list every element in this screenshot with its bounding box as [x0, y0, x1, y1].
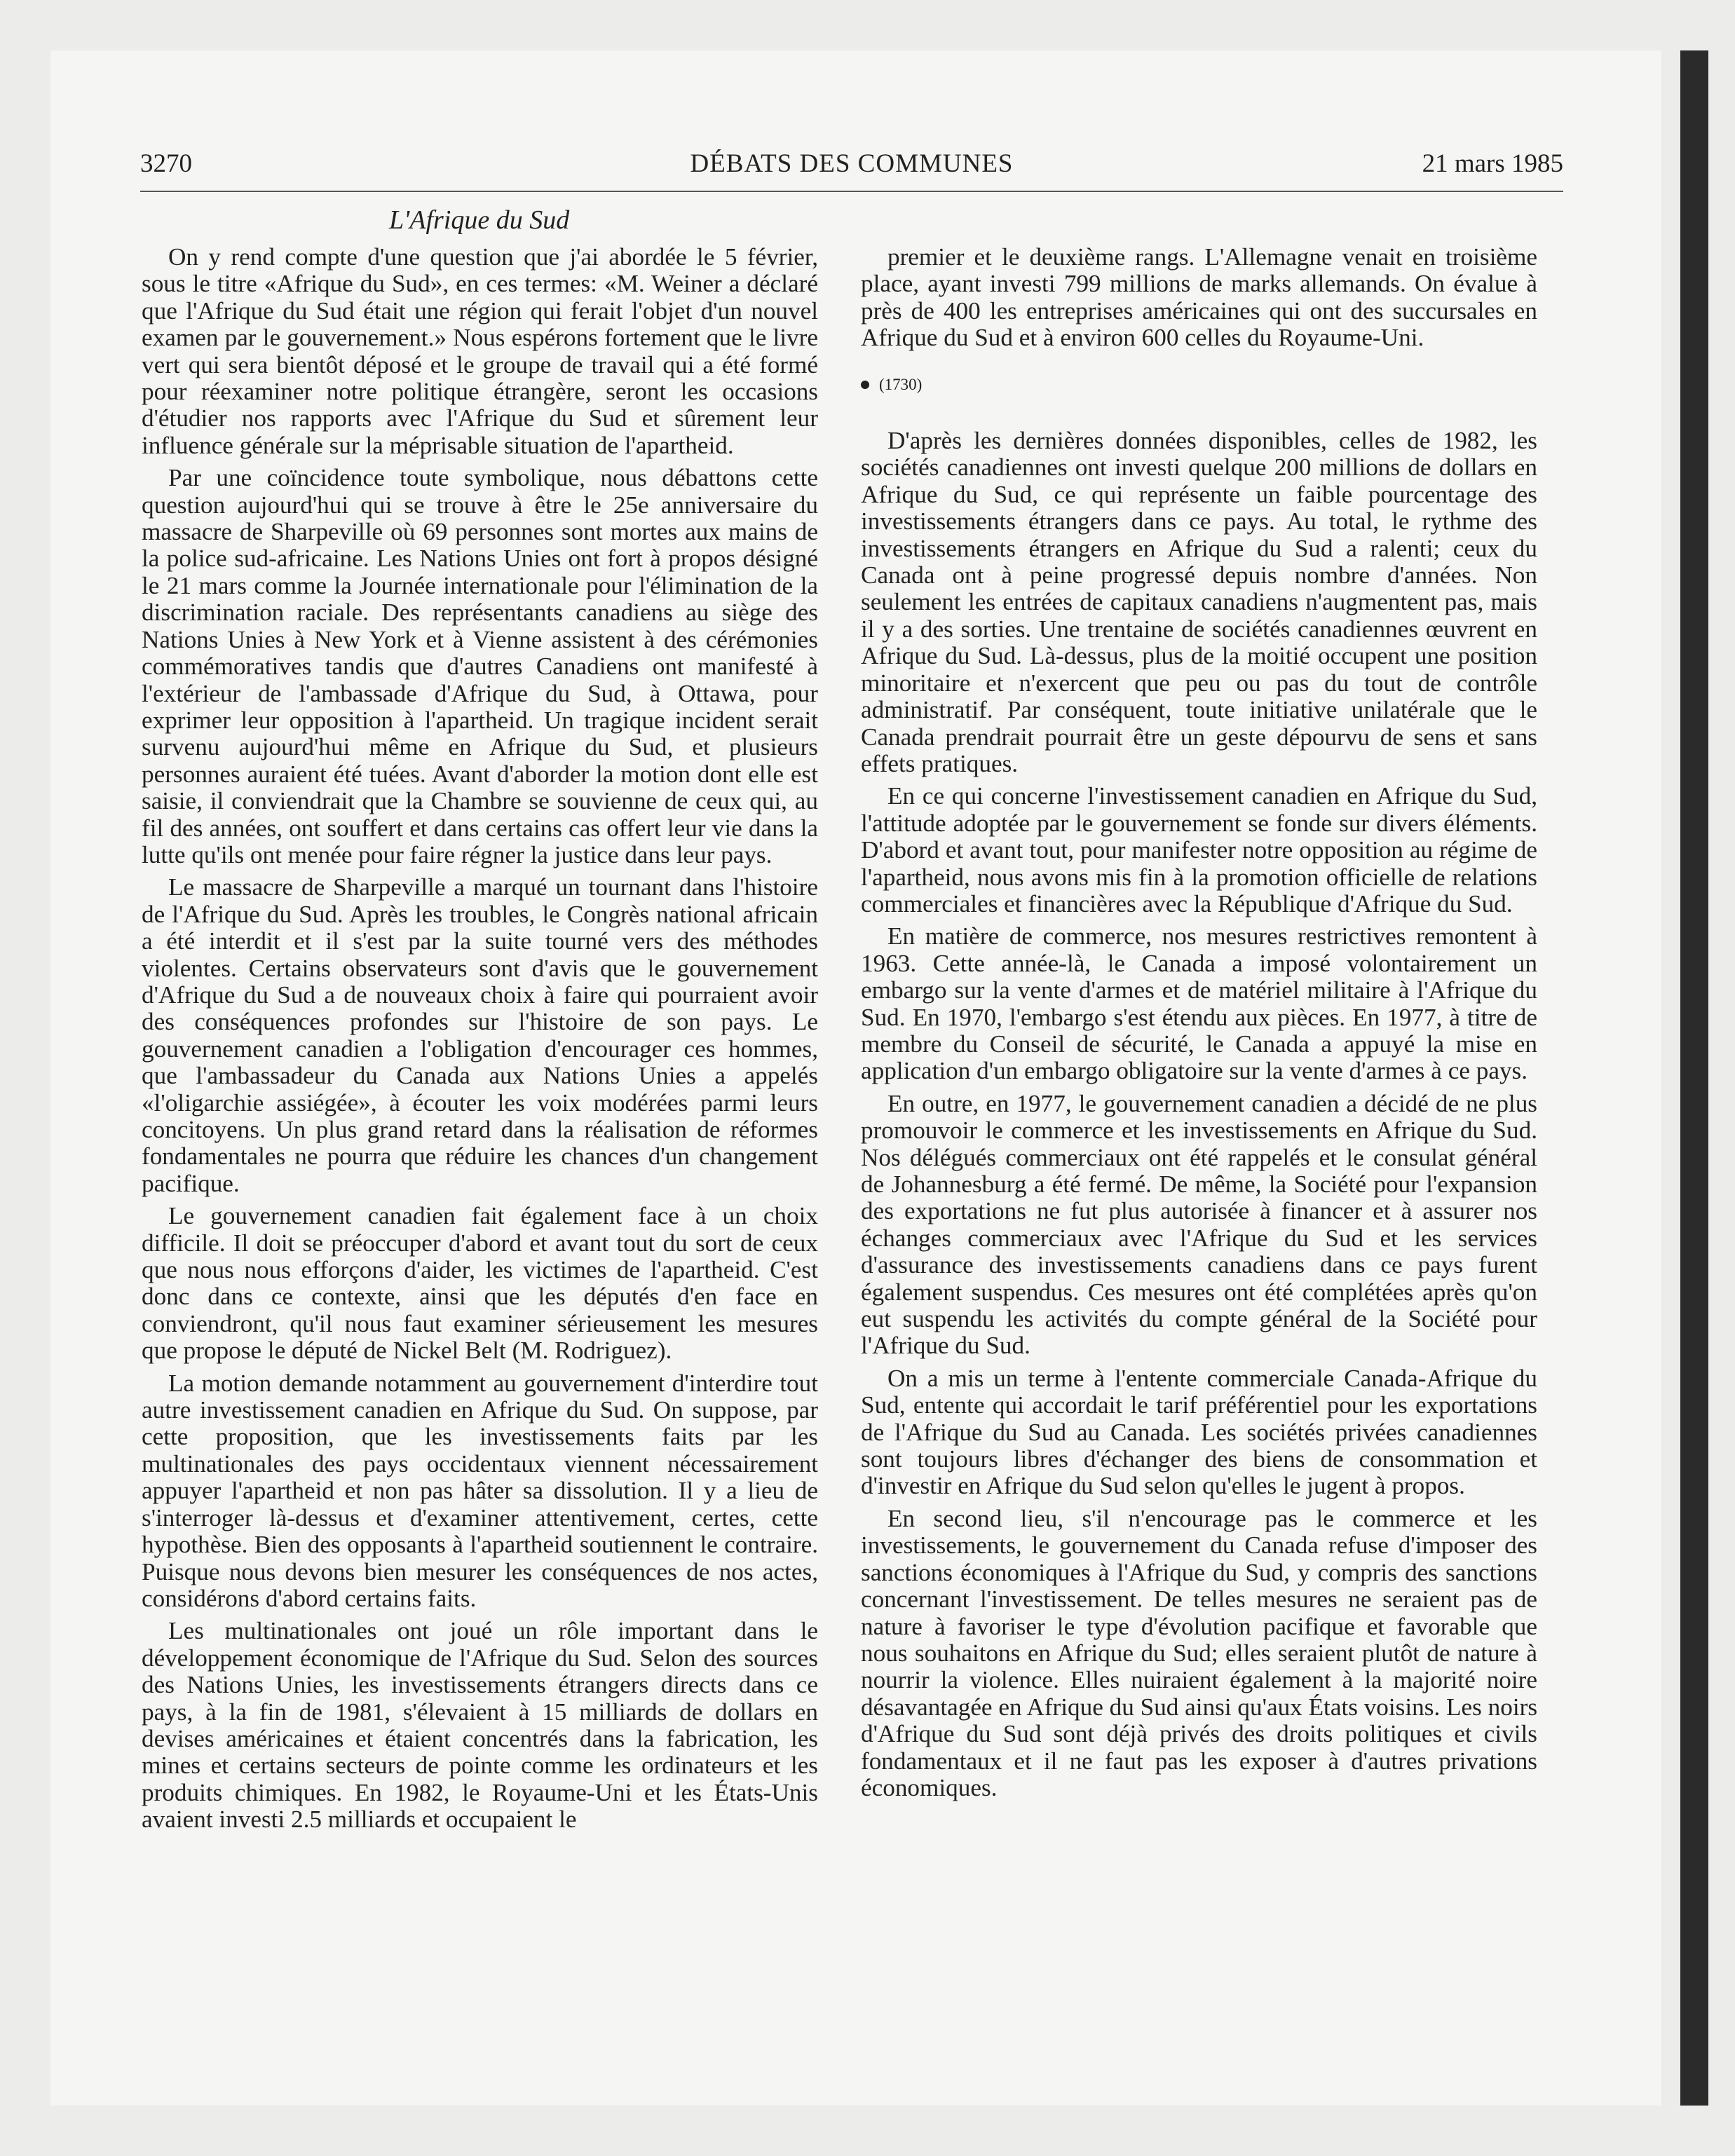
paragraph: D'après les dernières données disponibles, celles de 1982, les sociétés canadiennes ont investi quelque 200 millions de dollars en Afrique du Sud, ce qui représente un faible pourcentage des investissements étrangers dans ce pays. Au total, le rythme des investissements étrangers en Afrique du Sud a ralenti; ceux du Canada ont à peine progressé depuis nombre d'années. Non seulement les entrées de capitaux canadiens n'augmentent pas, mais il y a des sorties. Une trentaine de sociétés canadiennes œuvrent en Afrique du Sud. Là-dessus, plus de la moitié occupent une position minoritaire et n'exercent que peu ou pas du tout de contrôle administratif. Par conséquent, toute initiative unilatérale que le Canada prendrait pourrait être un geste dépourvu de sens et sans effets pratiques.	[861, 427, 1537, 777]
running-header	[140, 149, 1563, 192]
left-column	[142, 244, 818, 1839]
paragraph: Le gouvernement canadien fait également face à un choix difficile. Il doit se préoccuper d'abord et avant tout du sort de ceux que nous nous efforçons d'aider, les victimes de l'apartheid. C'est donc dans ce contexte, ainsi que les députés d'en face en conviendront, qu'il nous faut examiner sérieusement les mesures que propose le député de Nickel Belt (M. Rodriguez).	[142, 1202, 818, 1365]
bullet-icon	[861, 381, 869, 389]
paragraph: En second lieu, s'il n'encourage pas le commerce et les investissements, le gouvernement du Canada refuse d'imposer des sanctions économiques à l'Afrique du Sud, y compris des sanctions concernant l'investissement. De telles mesures ne seraient pas de nature à favoriser le type d'évolution pacifique et favorable que nous souhaitons en Afrique du Sud; elles seraient plutôt de nature à nourrir la violence. Elles nuiraient également à la majorité noire désavantagée en Afrique du Sud ainsi qu'aux États voisins. Les noirs d'Afrique du Sud sont déjà privés des droits politiques et civils fondamentaux et il ne faut pas les exposer à d'autres privations économiques.	[861, 1504, 1538, 1801]
time-marker	[861, 371, 1537, 398]
paragraph: On y rend compte d'une question que j'ai abordée le 5 février, sous le titre «Afrique du Sud», en ces termes: «M. Weiner a déclaré que l'Afrique du Sud était une région qui ferait l'objet d'un nouvel examen par le gouvernement.» Nous espérons fortement que le livre vert qui sera bientôt déposé et le groupe de travail qui a été formé pour réexaminer notre politique étrangère, seront les occasions d'étudier nos rapports avec l'Afrique du Sud et sûrement leur influence générale sur la méprisable situation de l'apartheid.	[142, 243, 818, 459]
paragraph: On a mis un terme à l'entente commerciale Canada-Afrique du Sud, entente qui accordait le tarif préférentiel pour les exportations de l'Afrique du Sud au Canada. Les sociétés privées canadiennes sont toujours libres d'échanger des biens de consommation et d'investir en Afrique du Sud selon qu'elles le jugent à propos.	[861, 1364, 1537, 1500]
paragraph: premier et le deuxième rangs. L'Allemagne venait en troisième place, ayant investi 799 millions de marks allemands. On évalue à près de 400 les entreprises américaines qui ont des succursales en Afrique du Sud et à environ 600 celles du Royaume-Uni.	[861, 243, 1537, 352]
paragraph: Les multinationales ont joué un rôle important dans le développement économique de l'Afrique du Sud. Selon des sources des Nations Unies, les investissements étrangers directs dans ce pays, à la fin de 1981, s'élevaient à 15 milliards de dollars en devises américaines et étaient concentrés dans la fabrication, les mines et certains secteurs de pointe comme les ordinateurs et les produits chimiques. En 1982, le Royaume-Uni et les États-Unis avaient investi 2.5 milliards et occupaient le	[142, 1617, 818, 1834]
right-column	[861, 244, 1537, 1807]
paragraph: En ce qui concerne l'investissement canadien en Afrique du Sud, l'attitude adoptée par le gouvernement se fonde sur divers éléments. D'abord et avant tout, pour manifester notre opposition au régime de l'apartheid, nous avons mis fin à la promotion officielle de relations commerciales et financières avec la République d'Afrique du Sud.	[861, 782, 1537, 917]
section-heading: L'Afrique du Sud	[389, 205, 570, 235]
paragraph: Le massacre de Sharpeville a marqué un tournant dans l'histoire de l'Afrique du Sud. Après les troubles, le Congrès national africain a été interdit et il s'est par la suite tourné vers des méthodes violentes. Certains observateurs sont d'avis que le gouvernement d'Afrique du Sud a de nouveaux choix à faire qui pourraient avoir des conséquences profondes sur l'histoire de son pays. Le gouvernement canadien a l'obligation d'encourager ces hommes, que l'ambassadeur du Canada aux Nations Unies a appelés «l'oligarchie assiégée», à écouter les voix modérées parmi leurs concitoyens. Un plus grand retard dans la réalisation de réformes fondamentales ne pourra que réduire les chances d'un changement pacifique.	[142, 873, 818, 1197]
paragraph: En outre, en 1977, le gouvernement canadien a décidé de ne plus promouvoir le commerce et les investissements en Afrique du Sud. Nos délégués commerciaux ont été rappelés et le consulat général de Johannesburg a été fermé. De même, la Société pour l'expansion des exportations ne fut plus autorisée à financer et à assurer nos échanges commerciaux avec l'Afrique du Sud et les services d'assurance des investissements canadiens dans ce pays furent également suspendus. Ces mesures ont été complétées après qu'on eut suspendu les activités du compte général de la Société pour l'Afrique du Sud.	[861, 1089, 1537, 1360]
book-spine-edge	[1680, 50, 1708, 2106]
time-marker-label: (1730)	[879, 375, 923, 393]
page-number: 3270	[140, 149, 192, 178]
paragraph: En matière de commerce, nos mesures restrictives remontent à 1963. Cette année-là, le Canada a imposé volontairement un embargo sur la vente d'armes et de matériel militaire à l'Afrique du Sud. En 1970, l'embargo s'est étendu aux pièces. En 1977, à titre de membre du Conseil de sécurité, le Canada a appuyé la mise en application d'un embargo obligatoire sur la vente d'armes à ce pays.	[861, 922, 1537, 1085]
paragraph: La motion demande notamment au gouvernement d'interdire tout autre investissement canadien en Afrique du Sud. On suppose, par cette proposition, que les investissements faits par les multinationales des pays occidentaux viennent nécessairement appuyer l'apartheid et non pas hâter sa dissolution. Il y a lieu de s'interroger là-dessus et d'examiner attentivement, certes, cette hypothèse. Bien des opposants à l'apartheid soutiennent le contraire. Puisque nous devons bien mesurer les conséquences de nos actes, considérons d'abord certains faits.	[142, 1369, 818, 1612]
page-date: 21 mars 1985	[1422, 149, 1563, 178]
paragraph: Par une coïncidence toute symbolique, nous débattons cette question aujourd'hui qui se trouve à être le 25e anniversaire du massacre de Sharpeville où 69 personnes sont mortes aux mains de la police sud-africaine. Les Nations Unies ont fort à propos désigné le 21 mars comme la Journée internationale pour l'élimination de la discrimination raciale. Des représentants canadiens au siège des Nations Unies à New York et à Vienne assistent à des cérémonies commémoratives tandis que d'autres Canadiens ont manifesté à l'extérieur de l'ambassade d'Afrique du Sud, à Ottawa, pour exprimer leur opposition à l'apartheid. Un tragique incident serait survenu aujourd'hui même en Afrique du Sud, et plusieurs personnes auraient été tuées. Avant d'aborder la motion dont elle est saisie, il conviendrait que la Chambre se souvienne de ceux qui, au fil des années, ont souffert et dans certains cas offert leur vie dans la lutte qu'ils ont menée pour faire régner la justice dans leur pays.	[142, 464, 818, 868]
publication-title: DÉBATS DES COMMUNES	[690, 149, 1014, 178]
